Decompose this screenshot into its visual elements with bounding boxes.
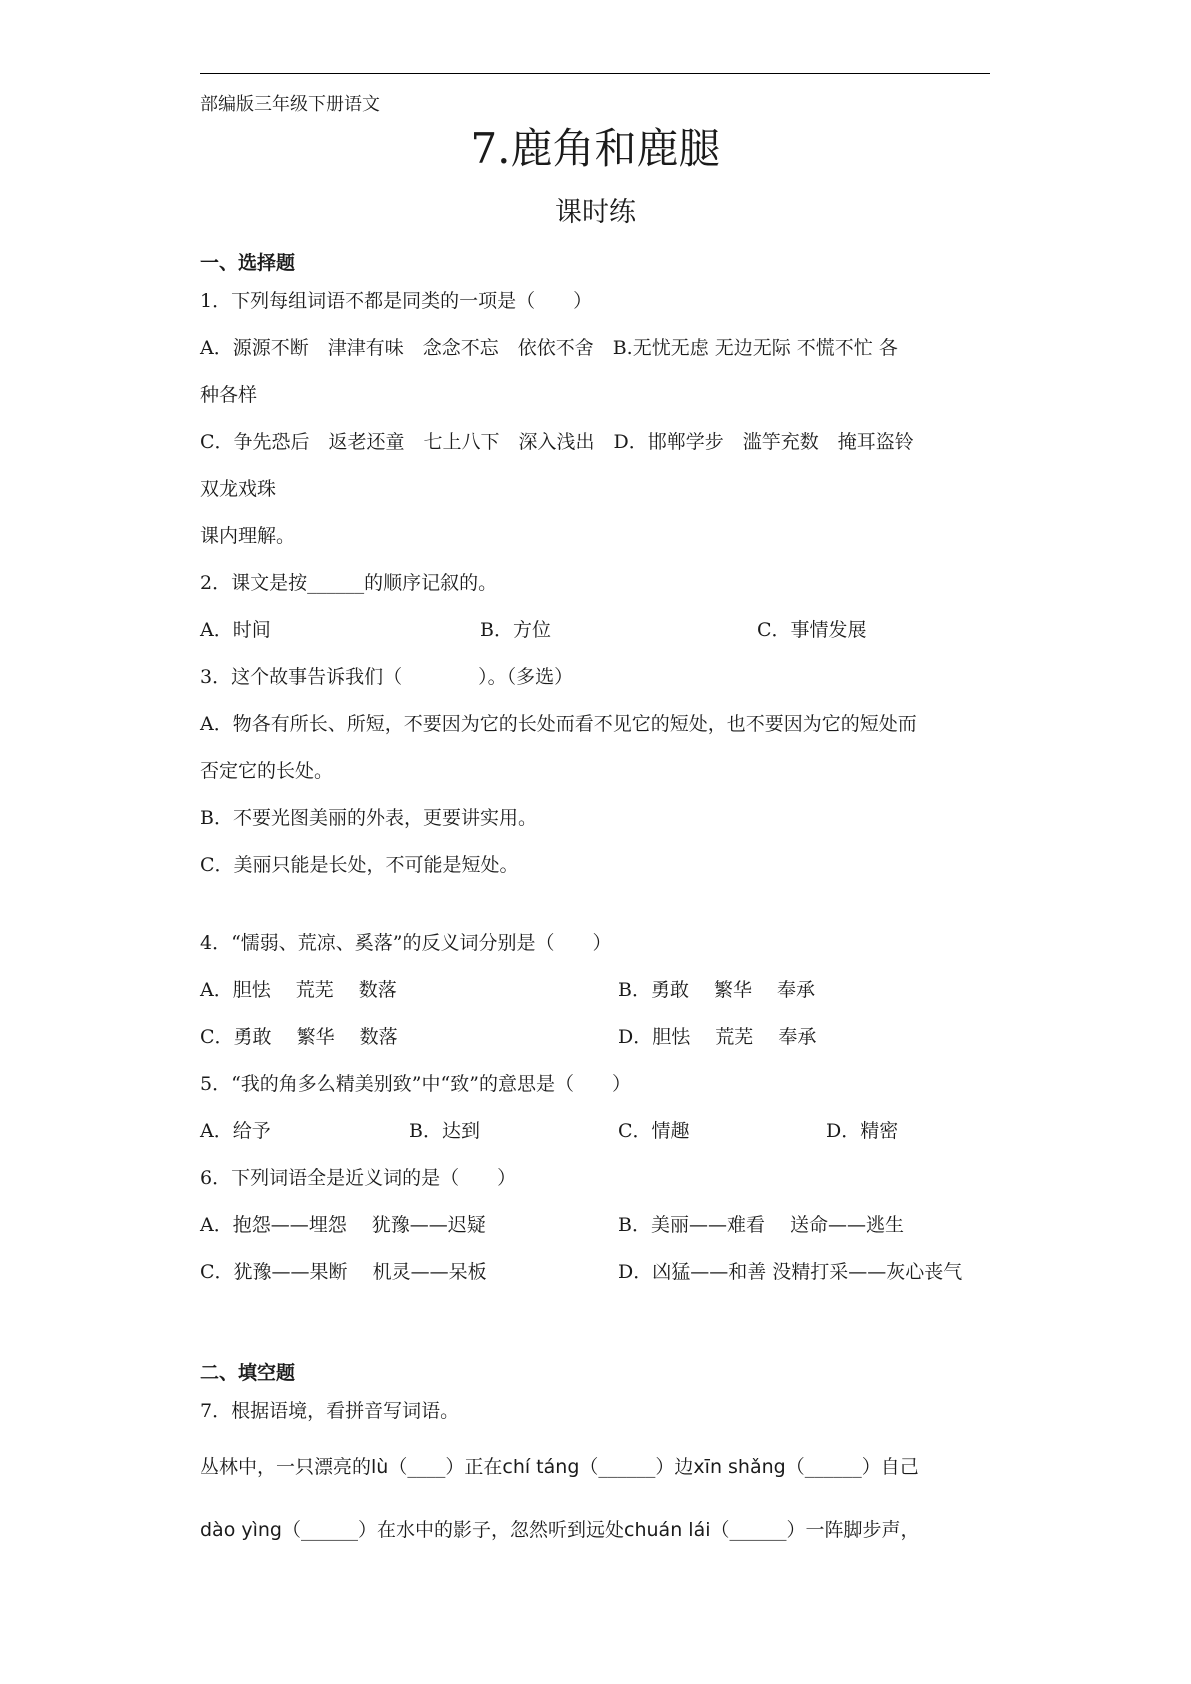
header-label: 部编版三年级下册语文 bbox=[200, 94, 380, 115]
q5-option-c: C．情趣 bbox=[618, 1120, 690, 1142]
reading-intro: 课内理解。 bbox=[200, 525, 296, 547]
q4-option-c: C．勇敢 繁华 数落 bbox=[200, 1026, 398, 1048]
q2-option-a: A．时间 bbox=[200, 619, 271, 641]
answer-blank[interactable]: （______） bbox=[579, 1456, 675, 1478]
q1-options-line4: 双龙戏珠 bbox=[200, 478, 277, 500]
q5-stem: 5．“我的角多么精美别致”中“致”的意思是（ ） bbox=[200, 1073, 631, 1095]
q7-text: 自己 bbox=[880, 1456, 919, 1478]
q6-option-d: D．凶猛——和善 没精打采——灰心丧气 bbox=[618, 1261, 963, 1283]
q7-stem: 7．根据语境，看拼音写词语。 bbox=[200, 1400, 460, 1422]
q7-text: 一阵脚步声， bbox=[805, 1519, 920, 1541]
section-heading-fill: 二、填空题 bbox=[200, 1362, 296, 1384]
q4-stem: 4．“懦弱、荒凉、奚落”的反义词分别是（ ） bbox=[200, 932, 612, 954]
pinyin-xinshang: xīn shǎng bbox=[693, 1456, 786, 1478]
q6-option-a: A．抱怨——埋怨 犹豫——迟疑 bbox=[200, 1214, 486, 1236]
q2-option-c: C．事情发展 bbox=[757, 619, 867, 641]
q1-options-line3: C．争先恐后 返老还童 七上八下 深入浅出 D．邯郸学步 滥竽充数 掩耳盗铃 bbox=[200, 431, 914, 453]
q5-option-b: B．达到 bbox=[409, 1120, 480, 1142]
q3-option-c: C．美丽只能是长处，不可能是短处。 bbox=[200, 854, 519, 876]
q7-text: 在水中的影子，忽然听到远处 bbox=[377, 1519, 625, 1541]
top-rule bbox=[200, 73, 990, 74]
q7-text: 正在 bbox=[464, 1456, 503, 1478]
q5-option-a: A．给予 bbox=[200, 1120, 271, 1142]
q6-option-b: B．美丽——难看 送命——逃生 bbox=[618, 1214, 905, 1236]
pinyin-daoying: dào yìng bbox=[200, 1519, 282, 1541]
q7-passage-line2 bbox=[200, 1521, 920, 1540]
answer-blank[interactable]: （____） bbox=[388, 1456, 465, 1478]
q6-option-c: C．犹豫——果断 机灵——呆板 bbox=[200, 1261, 487, 1283]
pinyin-chitang: chí táng bbox=[502, 1456, 580, 1478]
q5-option-d: D．精密 bbox=[826, 1120, 899, 1142]
pinyin-lu: lù bbox=[371, 1456, 389, 1478]
q1-stem: 1．下列每组词语不都是同类的一项是（ ） bbox=[200, 290, 593, 312]
q3-option-a-line2: 否定它的长处。 bbox=[200, 760, 334, 782]
q3-stem: 3．这个故事告诉我们（ ）。（多选） bbox=[200, 666, 574, 688]
section-heading-choice: 一、选择题 bbox=[200, 252, 296, 274]
page-title: 7.鹿角和鹿腿 bbox=[470, 124, 721, 173]
q4-option-d: D．胆怯 荒芜 奉承 bbox=[618, 1026, 817, 1048]
page-subtitle: 课时练 bbox=[555, 197, 636, 228]
q4-option-a: A．胆怯 荒芜 数落 bbox=[200, 979, 397, 1001]
q7-text: 边 bbox=[674, 1456, 694, 1478]
q6-stem: 6．下列词语全是近义词的是（ ） bbox=[200, 1167, 517, 1189]
q7-passage-line1 bbox=[200, 1458, 919, 1477]
q7-text: 丛林中，一只漂亮的 bbox=[200, 1456, 372, 1478]
q1-options-line2: 种各样 bbox=[200, 384, 258, 406]
q3-option-b: B．不要光图美丽的外表，更要讲实用。 bbox=[200, 807, 537, 829]
q4-option-b: B．勇敢 繁华 奉承 bbox=[618, 979, 816, 1001]
q1-options-line1: A．源源不断 津津有味 念念不忘 依依不舍 B.无忧无虑 无边无际 不慌不忙 各 bbox=[200, 337, 898, 359]
q2-stem: 2．课文是按______的顺序记叙的。 bbox=[200, 572, 498, 594]
pinyin-chuanlai: chuán lái bbox=[624, 1519, 711, 1541]
q3-option-a-line1: A．物各有所长、所短，不要因为它的长处而看不见它的短处，也不要因为它的短处而 bbox=[200, 713, 917, 735]
answer-blank[interactable]: （______） bbox=[282, 1519, 378, 1541]
answer-blank[interactable]: （______） bbox=[710, 1519, 806, 1541]
q2-option-b: B．方位 bbox=[480, 619, 551, 641]
answer-blank[interactable]: （______） bbox=[785, 1456, 881, 1478]
